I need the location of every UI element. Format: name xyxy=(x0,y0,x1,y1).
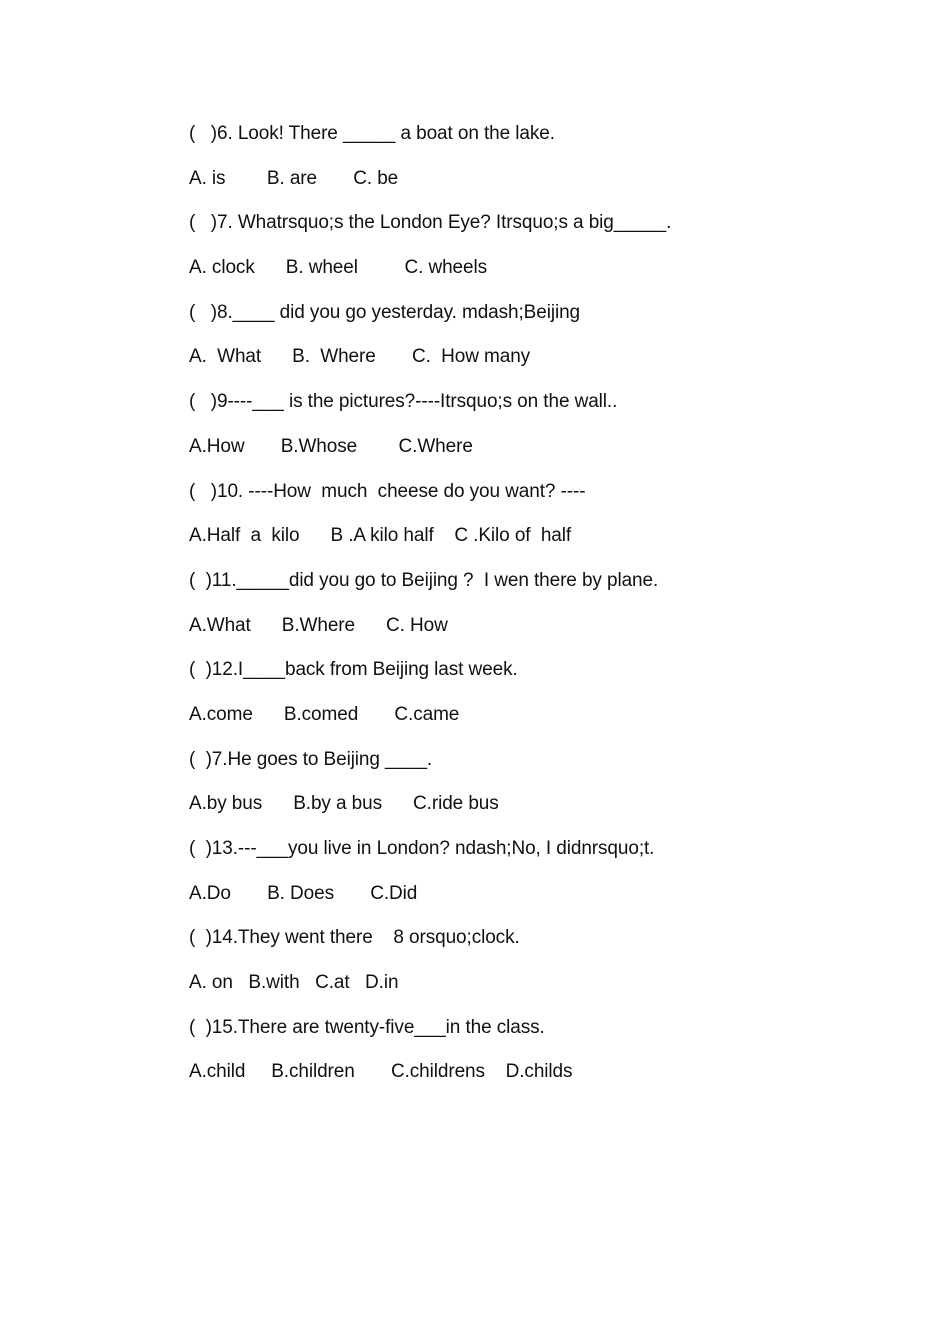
question-6-options: A. is B. are C. be xyxy=(189,167,399,189)
question-14-options: A. on B.with C.at D.in xyxy=(189,972,399,994)
question-11: ( )11._____did you go to Beijing ? I wen there by plane. xyxy=(189,569,659,591)
question-6: ( )6. Look! There _____ a boat on the lake. xyxy=(189,123,555,144)
question-9: ( )9----___ is the pictures?----Itrsquo;s on the wall.. xyxy=(189,391,618,413)
question-13-options: A.Do B. Does C.Did xyxy=(189,882,418,904)
question-11-options: A.What B.Where C. How xyxy=(189,614,448,636)
question-7-options: A. clock B. wheel C. wheels xyxy=(189,257,487,279)
question-14: ( )14.They went there 8 orsquo;clock. xyxy=(189,927,520,949)
question-8-options: A. What B. Where C. How many xyxy=(189,346,531,368)
question-7b: ( )7.He goes to Beijing ____. xyxy=(189,748,433,770)
exercise-list xyxy=(189,120,829,1103)
question-13: ( )13.---___you live in London? ndash;No, I didnrsquo;t. xyxy=(189,838,655,859)
question-8: ( )8.____ did you go yesterday. mdash;Beijing xyxy=(189,301,581,323)
question-12-options: A.come B.comed C.came xyxy=(189,703,460,725)
question-12: ( )12.I____back from Beijing last week. xyxy=(189,659,518,681)
question-9-options: A.How B.Whose C.Where xyxy=(189,435,473,457)
question-10: ( )10. ----How much cheese do you want? ---- xyxy=(189,480,586,502)
question-7b-options: A.by bus B.by a bus C.ride bus xyxy=(189,793,499,815)
question-7: ( )7. Whatrsquo;s the London Eye? Itrsquo;s a big_____. xyxy=(189,212,672,234)
question-15: ( )15.There are twenty-five___in the class. xyxy=(189,1016,545,1038)
question-15-options: A.child B.children C.childrens D.childs xyxy=(189,1061,573,1083)
question-10-options: A.Half a kilo B .A kilo half C .Kilo of half xyxy=(189,525,572,547)
